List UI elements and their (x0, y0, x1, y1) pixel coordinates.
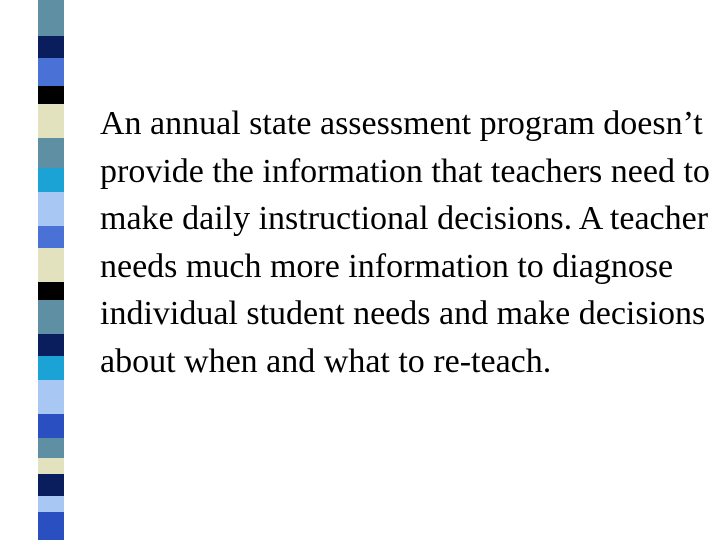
stripe-block (38, 334, 64, 356)
stripe-block (38, 380, 64, 414)
stripe-block (38, 474, 64, 496)
stripe-block (38, 438, 64, 458)
stripe-block (38, 248, 64, 282)
stripe-block (38, 282, 64, 300)
stripe-block (38, 356, 64, 380)
stripe-block (38, 192, 64, 226)
stripe-block (38, 458, 64, 474)
slide-body-text: An annual state assessment program doesn’t provide the information that teachers need to make daily instructional decisions. A teacher needs much more information to diagnose individual student needs and make decisions about when and what to re-teach. (100, 105, 710, 380)
stripe-block (38, 226, 64, 248)
decorative-stripe-bar (38, 0, 64, 540)
stripe-block (38, 138, 64, 168)
stripe-block (38, 104, 64, 138)
stripe-block (38, 496, 64, 512)
stripe-block (38, 36, 64, 58)
stripe-block (38, 0, 64, 36)
stripe-block (38, 300, 64, 334)
stripe-block (38, 414, 64, 438)
stripe-block (38, 86, 64, 104)
stripe-block (38, 58, 64, 86)
stripe-block (38, 512, 64, 540)
stripe-block (38, 168, 64, 192)
slide-content (100, 100, 712, 385)
